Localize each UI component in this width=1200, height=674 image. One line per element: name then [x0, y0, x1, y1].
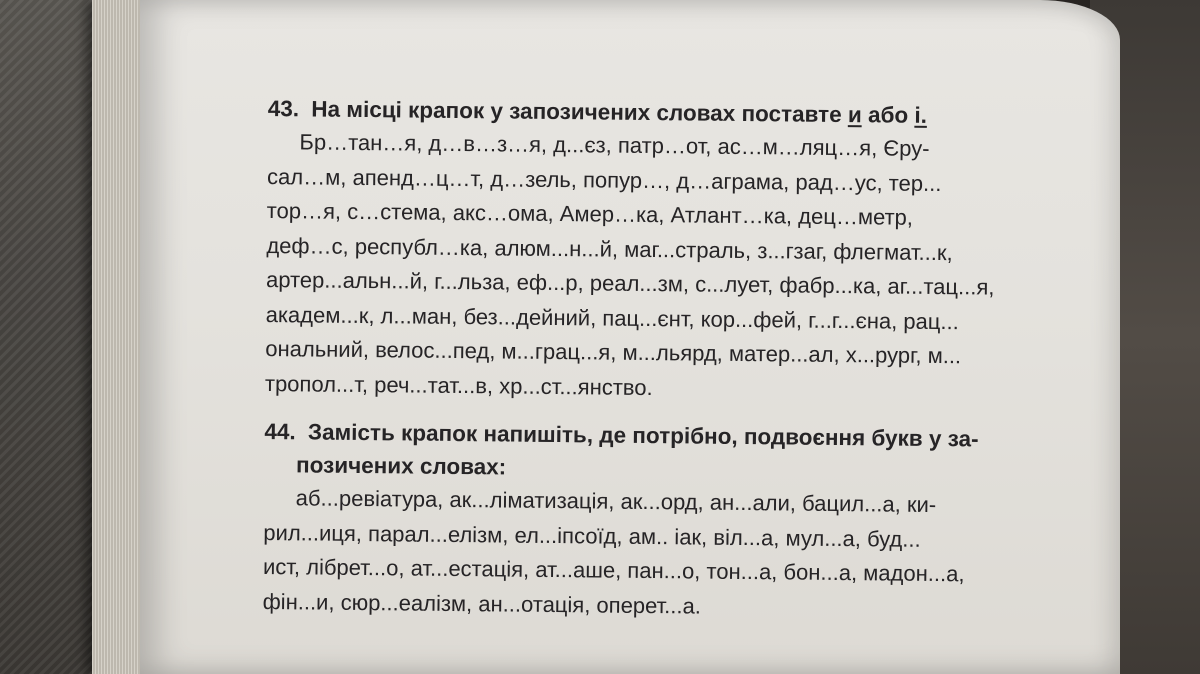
exercise-43-body	[265, 125, 1148, 410]
text-line: академ...к, л...ман, без...дейний, пац...єнт, кор...фей, г...г...єна, рац...	[265, 301, 959, 334]
exercise-43	[265, 92, 1148, 410]
text-line: ональний, велос...пед, м...грац...я, м...льярд, матер...ал, х...рург, м...	[265, 335, 962, 369]
exercise-number: 43.	[267, 95, 300, 122]
exercise-44	[262, 415, 1144, 628]
letter-option-y: и	[847, 102, 862, 128]
text-line: Бр…тан…я, д…в…з…я, д...єз, патр…от, ас…м…ляц…я, Єру-	[299, 129, 930, 161]
text-line: фін...и, сюр...еалізм, ан...отація, оперет...а.	[262, 588, 702, 619]
exercise-44-body	[262, 481, 1143, 628]
text-line: деф…с, республ…ка, алюм...н...й, маг...страль, з...гзаг, флегмат...к,	[266, 232, 953, 265]
exercise-number: 44.	[264, 418, 296, 445]
text-line: аб...ревіатура, ак...ліматизація, ак...орд, ан...али, бацил...а, ки-	[295, 485, 937, 518]
text-line: тропол...т, реч...тат...в, хр...ст...янство.	[264, 370, 653, 400]
exercise-title-or: або	[867, 102, 909, 128]
exercise-title-text: позичених словах:	[295, 452, 507, 480]
text-line: рил...иця, парал...елізм, ел...іпсоїд, ам.. іак, віл...а, мул...а, буд...	[263, 519, 921, 552]
text-line: ист, лібрет...о, ат...естація, ат...аше, пан...о, тон...а, бон...а, мадон...а,	[262, 553, 965, 587]
letter-option-i: і.	[914, 102, 928, 128]
exercise-title-text: Замість крапок напишіть, де потрібно, подвоєння букв у за-	[307, 419, 979, 452]
text-line: артер...альн...й, г...льза, еф...р, реал...зм, с...лует, фабр...ка, аг...тац...я,	[265, 266, 995, 300]
page-text	[262, 92, 1147, 628]
exercise-title-text: На місці крапок у запозичених словах поставте	[311, 96, 842, 128]
text-line: сал…м, апенд…ц…т, д…зель, попур…, д…аграма, рад…ус, тер...	[266, 163, 942, 196]
text-line: тор…я, с…стема, акс…ома, Амер…ка, Атлант…ка, дец…метр,	[266, 197, 914, 230]
